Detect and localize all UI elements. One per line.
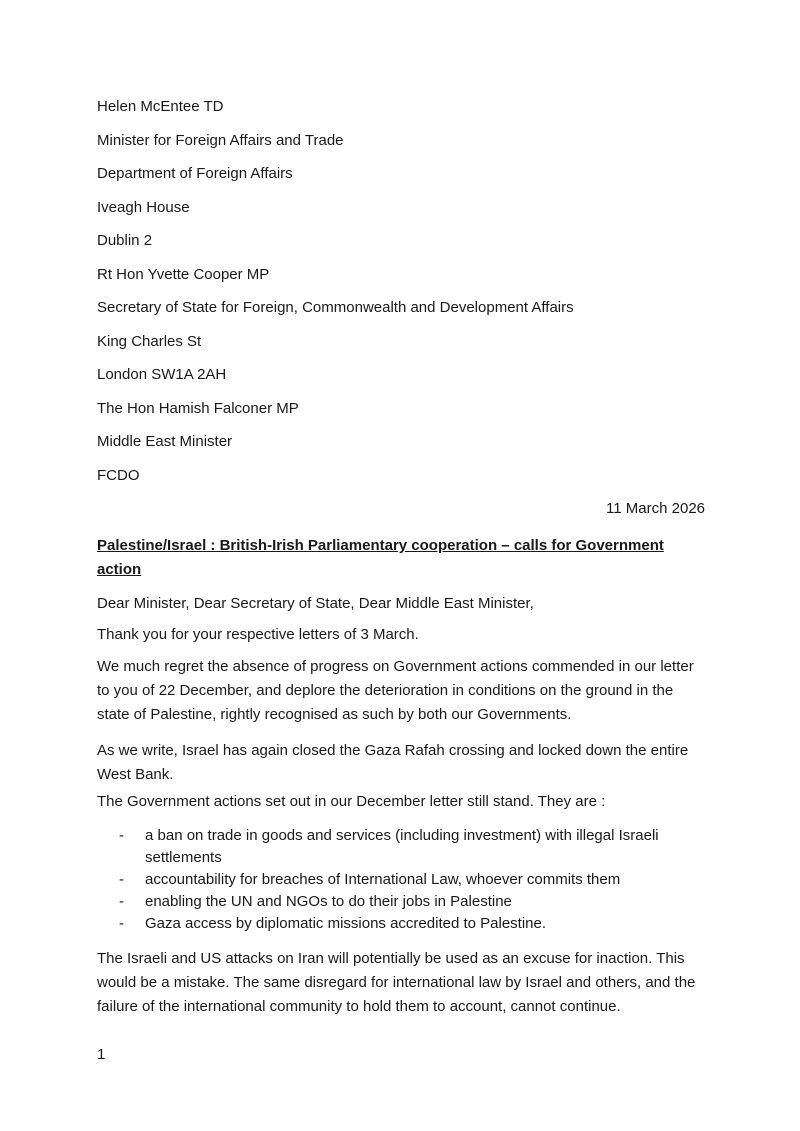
body-paragraph: Thank you for your respective letters of 3 March. (97, 626, 419, 643)
recipient-address-line: London SW1A 2AH (97, 366, 227, 383)
list-item-text: enabling the UN and NGOs to do their jobs in Palestine (145, 893, 512, 910)
body-paragraph: As we write, Israel has again closed the Gaza Rafah crossing and locked down the entire West Bank. (97, 742, 689, 783)
body-paragraph: We much regret the absence of progress on Government actions commended in our letter to you of 22 December, and deplore the deterioration in conditions on the ground in the state of Palestine, rightly recognised as such by both our Governments. (97, 658, 694, 723)
recipient-title-1: Minister for Foreign Affairs and Trade (97, 132, 344, 149)
recipient-department-3: FCDO (97, 467, 140, 484)
list-item (97, 869, 707, 891)
letter-subject: Palestine/Israel : British-Irish Parliamentary cooperation – calls for Government action (97, 537, 664, 578)
recipient-address-line: Iveagh House (97, 199, 190, 216)
list-item-text: accountability for breaches of International Law, whoever commits them (145, 871, 621, 888)
action-list (97, 825, 707, 935)
recipient-title-2: Secretary of State for Foreign, Commonwealth and Development Affairs (97, 299, 574, 316)
bullet-dash: - (119, 827, 124, 844)
list-item (97, 913, 707, 935)
recipient-name-2: Rt Hon Yvette Cooper MP (97, 266, 270, 283)
bullet-dash: - (119, 893, 124, 910)
recipient-name-3: The Hon Hamish Falconer MP (97, 400, 299, 417)
recipient-name-1: Helen McEntee TD (97, 98, 224, 115)
bullet-dash: - (119, 871, 124, 888)
recipient-address-line: King Charles St (97, 333, 202, 350)
recipient-title-3: Middle East Minister (97, 433, 233, 450)
list-item-text: a ban on trade in goods and services (including investment) with illegal Israeli settlements (145, 827, 659, 866)
recipient-department-1: Department of Foreign Affairs (97, 165, 293, 182)
recipient-address-line: Dublin 2 (97, 232, 153, 249)
bullet-dash: - (119, 915, 124, 932)
list-item-text: Gaza access by diplomatic missions accredited to Palestine. (145, 915, 547, 932)
body-paragraph: The Government actions set out in our December letter still stand. They are : (97, 793, 606, 810)
letter-date: 11 March 2026 (606, 500, 705, 517)
closing-paragraph: The Israeli and US attacks on Iran will potentially be used as an excuse for inaction. This would be a mistake. The same disregard for international law by Israel and others, and the failure of the international community to hold them to account, cannot continue. (97, 950, 696, 1015)
salutation: Dear Minister, Dear Secretary of State, Dear Middle East Minister, (97, 595, 534, 612)
list-item (97, 891, 707, 913)
list-item (97, 825, 707, 869)
page-number: 1 (97, 1046, 106, 1063)
